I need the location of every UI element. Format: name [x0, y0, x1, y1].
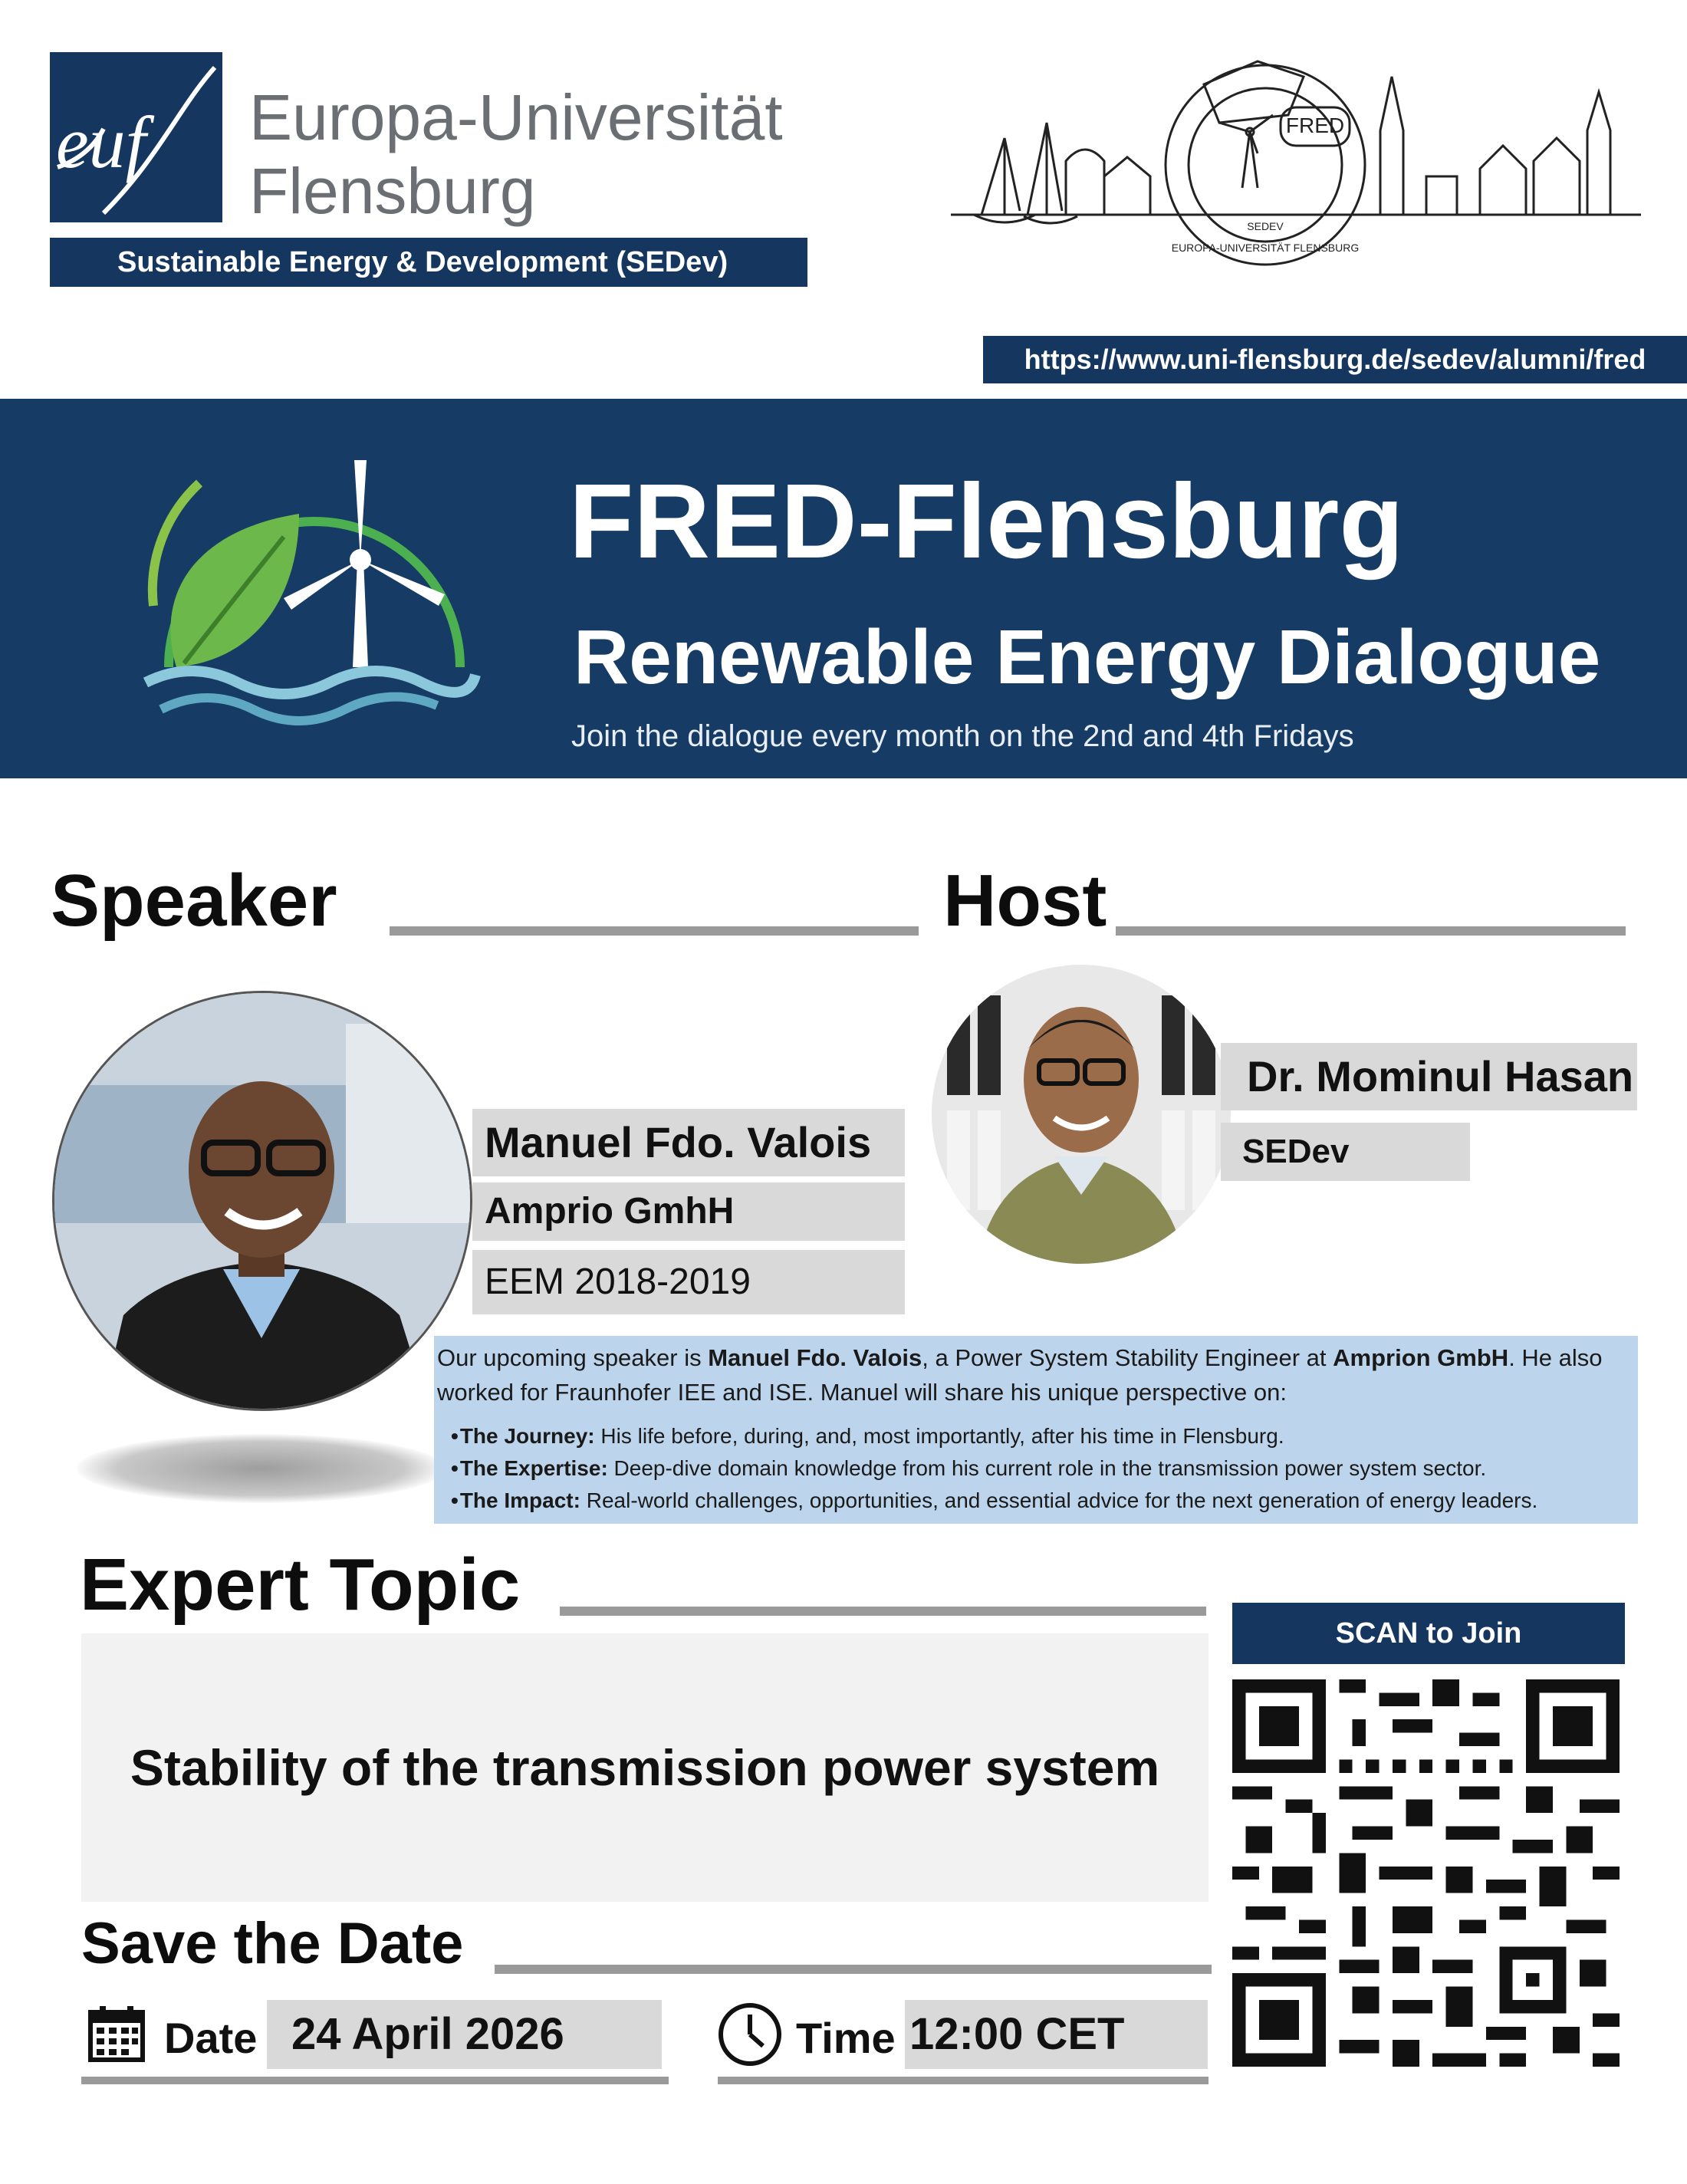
speaker-portrait-icon	[54, 993, 472, 1411]
seal-uni-text: EUROPA-UNIVERSITÄT FLENSBURG	[1171, 242, 1360, 254]
description-bullets	[437, 1420, 1635, 1517]
host-name: Dr. Mominul Hasan	[1221, 1043, 1637, 1110]
date-value: 24 April 2026	[267, 2000, 662, 2069]
qr-code-icon[interactable]	[1232, 1679, 1620, 2067]
department-label: Sustainable Energy & Development (SEDev)	[50, 238, 807, 287]
save-date-heading: Save the Date	[81, 1911, 464, 1976]
speaker-heading: Speaker	[51, 860, 337, 942]
clock-icon	[717, 2001, 783, 2067]
logo-letters: euf	[56, 101, 146, 183]
topic-heading: Expert Topic	[80, 1544, 521, 1626]
speaker-photo	[52, 991, 472, 1411]
speaker-photo-shadow	[77, 1434, 445, 1503]
date-rule	[81, 2077, 669, 2084]
topic-title: Stability of the transmission power system	[81, 1633, 1209, 1902]
event-subtitle: Renewable Energy Dialogue	[574, 614, 1601, 700]
speaker-name: Manuel Fdo. Valois	[472, 1109, 905, 1176]
fred-skyline-seal-icon	[951, 46, 1641, 268]
university-name-line1: Europa-Universität	[249, 81, 783, 153]
speaker-heading-rule	[390, 926, 919, 936]
topic-heading-rule	[560, 1607, 1206, 1616]
host-heading-rule	[1116, 926, 1626, 936]
seal-fred-text: FRED	[1285, 113, 1345, 137]
event-tagline: Join the dialogue every month on the 2nd and 4th Fridays	[571, 719, 1354, 753]
event-title: FRED-Flensburg	[569, 462, 1404, 581]
host-photo	[932, 965, 1231, 1264]
description-intro: Our upcoming speaker is Manuel Fdo. Valois, a Power System Stability Engineer at Amprion GmbH. He also worked for Fraunhofer IEE and ISE. Manuel will share his unique perspective on:	[437, 1344, 1603, 1406]
scan-to-join-label: SCAN to Join	[1232, 1603, 1625, 1664]
speaker-description	[434, 1336, 1638, 1524]
list-item: • The Journey: His life before, during, and, most importantly, after his time in Flensburg.	[451, 1420, 1635, 1452]
euf-logo-mark	[50, 52, 222, 222]
host-organization: SEDev	[1221, 1123, 1470, 1181]
host-heading: Host	[943, 860, 1107, 942]
date-label: Date	[164, 2014, 258, 2062]
time-value: 12:00 CET	[905, 2000, 1208, 2069]
alumni-url-link[interactable]: https://www.uni-flensburg.de/sedev/alumni/fred	[983, 336, 1687, 383]
save-date-rule	[495, 1965, 1212, 1974]
university-name	[249, 81, 783, 228]
seal-sedev-text: SEDEV	[1247, 220, 1284, 232]
university-name-line2: Flensburg	[249, 155, 536, 227]
host-portrait-icon	[932, 965, 1231, 1264]
time-rule	[718, 2077, 1209, 2084]
speaker-program: EEM 2018-2019	[472, 1250, 905, 1314]
wind-leaf-logo-icon	[123, 437, 491, 729]
list-item: • The Expertise: Deep-dive domain knowledge from his current role in the transmission power system sector.	[451, 1452, 1635, 1485]
speaker-organization: Amprio GmhH	[472, 1182, 905, 1241]
time-label: Time	[796, 2014, 896, 2062]
calendar-icon	[86, 2003, 147, 2064]
list-item: • The Impact: Real-world challenges, opportunities, and essential advice for the next generation of energy leaders.	[451, 1485, 1635, 1517]
euf-logo-icon	[50, 52, 222, 222]
